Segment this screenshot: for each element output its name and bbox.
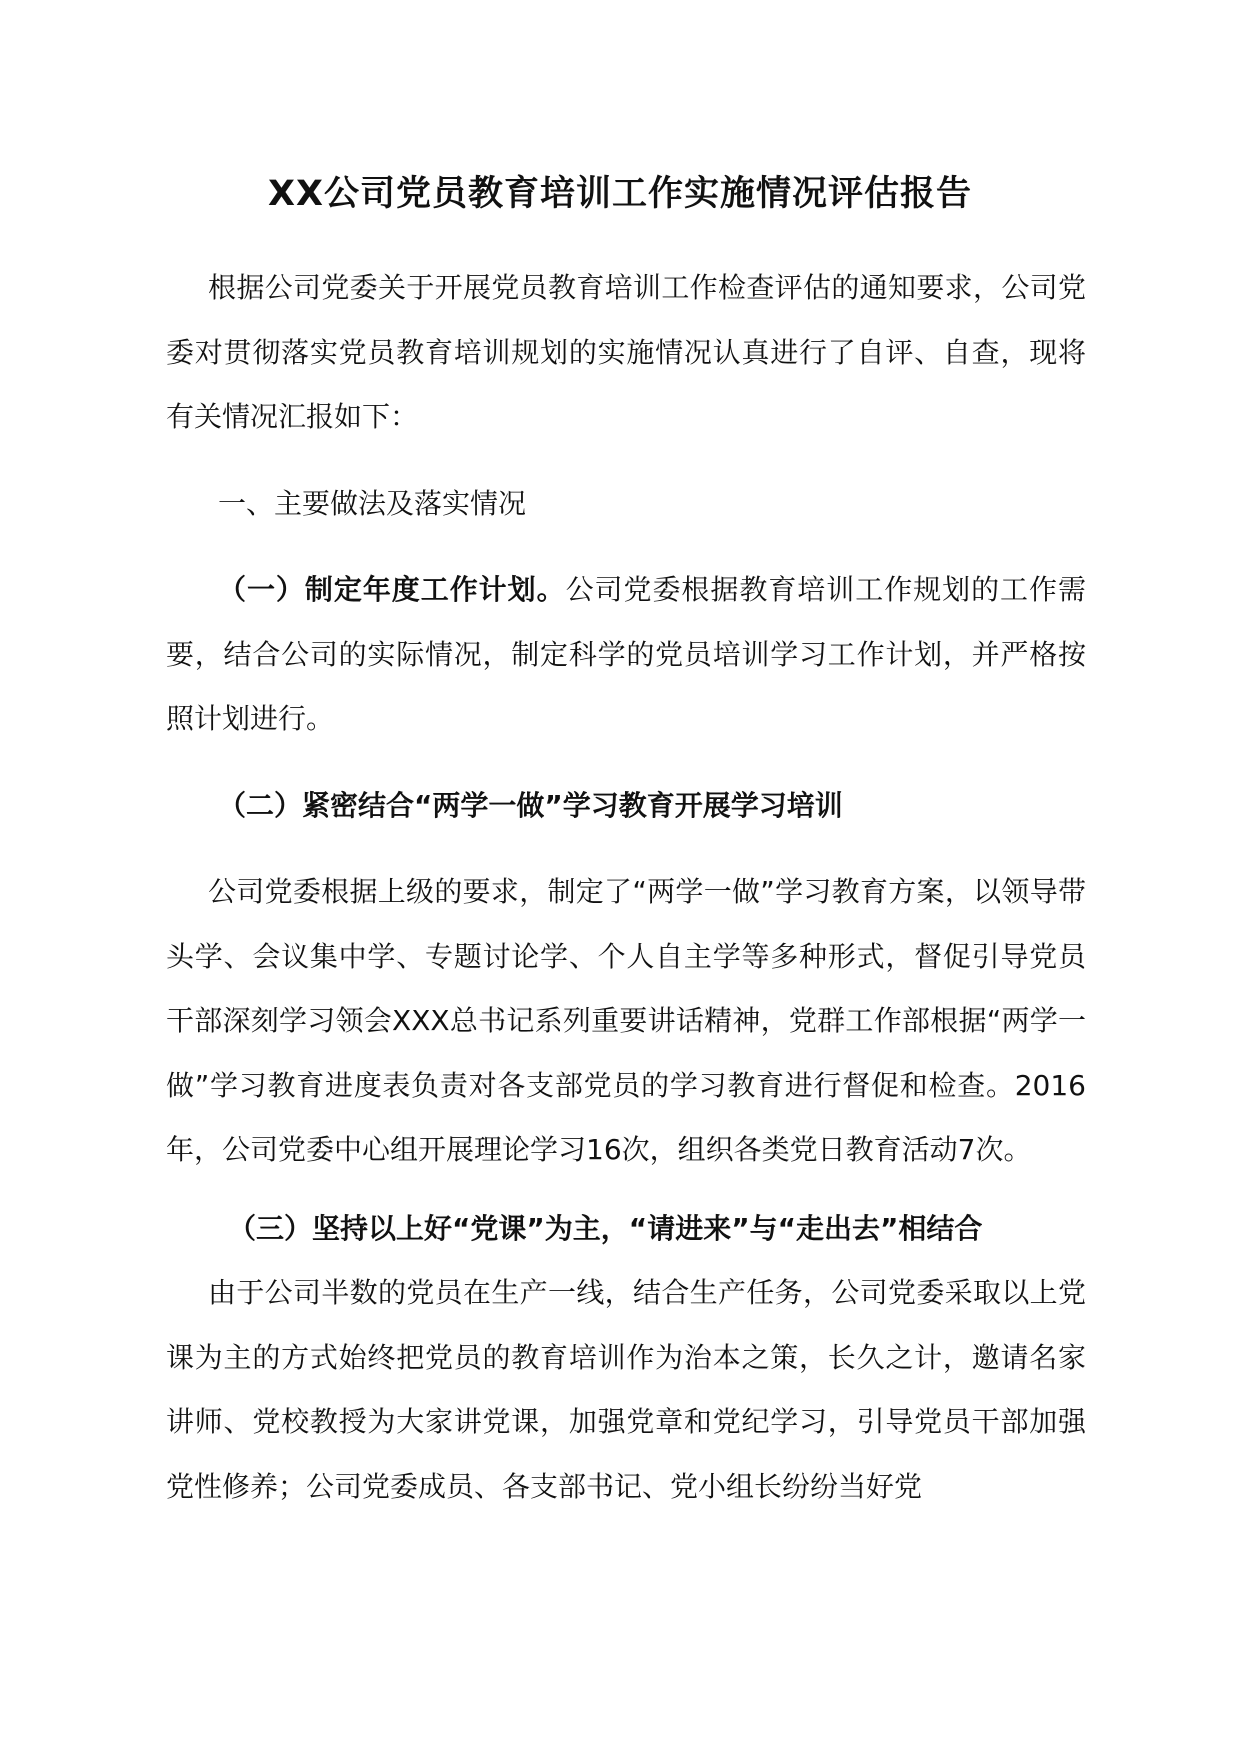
item-3-paragraph: 由于公司半数的党员在生产一线，结合生产任务，公司党委采取以上党课为主的方式始终把党员的教育培训作为治本之策，长久之计，邀请名家讲师、党校教授为大家讲党课，加强党章和党纪学习，引导党员干部加强党性修养；公司党委成员、各支部书记、党小组长纷纷当好党 xyxy=(166,1276,1086,1503)
document-body xyxy=(166,256,1086,1519)
document-title: XX公司党员教育培训工作实施情况评估报告 xyxy=(268,174,972,214)
section-heading-main-practices: 一、主要做法及落实情况 xyxy=(218,486,527,520)
item-3-heading: （三）坚持以上好“党课”为主，“请进来”与“走出去”相结合 xyxy=(228,1211,983,1245)
item-1-paragraph xyxy=(166,558,1086,752)
item-2-paragraph: 公司党委根据上级的要求，制定了“两学一做”学习教育方案，以领导带头学、会议集中学、专题讨论学、个人自主学等多种形式，督促引导党员干部深刻学习领会XXX总书记系列重要讲话精神，党群工作部根据“两学一做”学习教育进度表负责对各支部党员的学习教育进行督促和检查。2016年，公司党委中心组开展理论学习16次，组织各类党日教育活动7次。 xyxy=(166,875,1086,1166)
item-2-heading: （二）紧密结合“两学一做”学习教育开展学习培训 xyxy=(218,788,843,822)
item-1-text: 公司党委根据教育培训工作规划的工作需要，结合公司的实际情况，制定科学的党员培训学习工作计划，并严格按照计划进行。 xyxy=(166,573,1086,735)
item-1-heading: （一）制定年度工作计划。 xyxy=(218,573,566,606)
intro-paragraph: 根据公司党委关于开展党员教育培训工作检查评估的通知要求，公司党委对贯彻落实党员教育培训规划的实施情况认真进行了自评、自查，现将有关情况汇报如下： xyxy=(166,271,1086,433)
